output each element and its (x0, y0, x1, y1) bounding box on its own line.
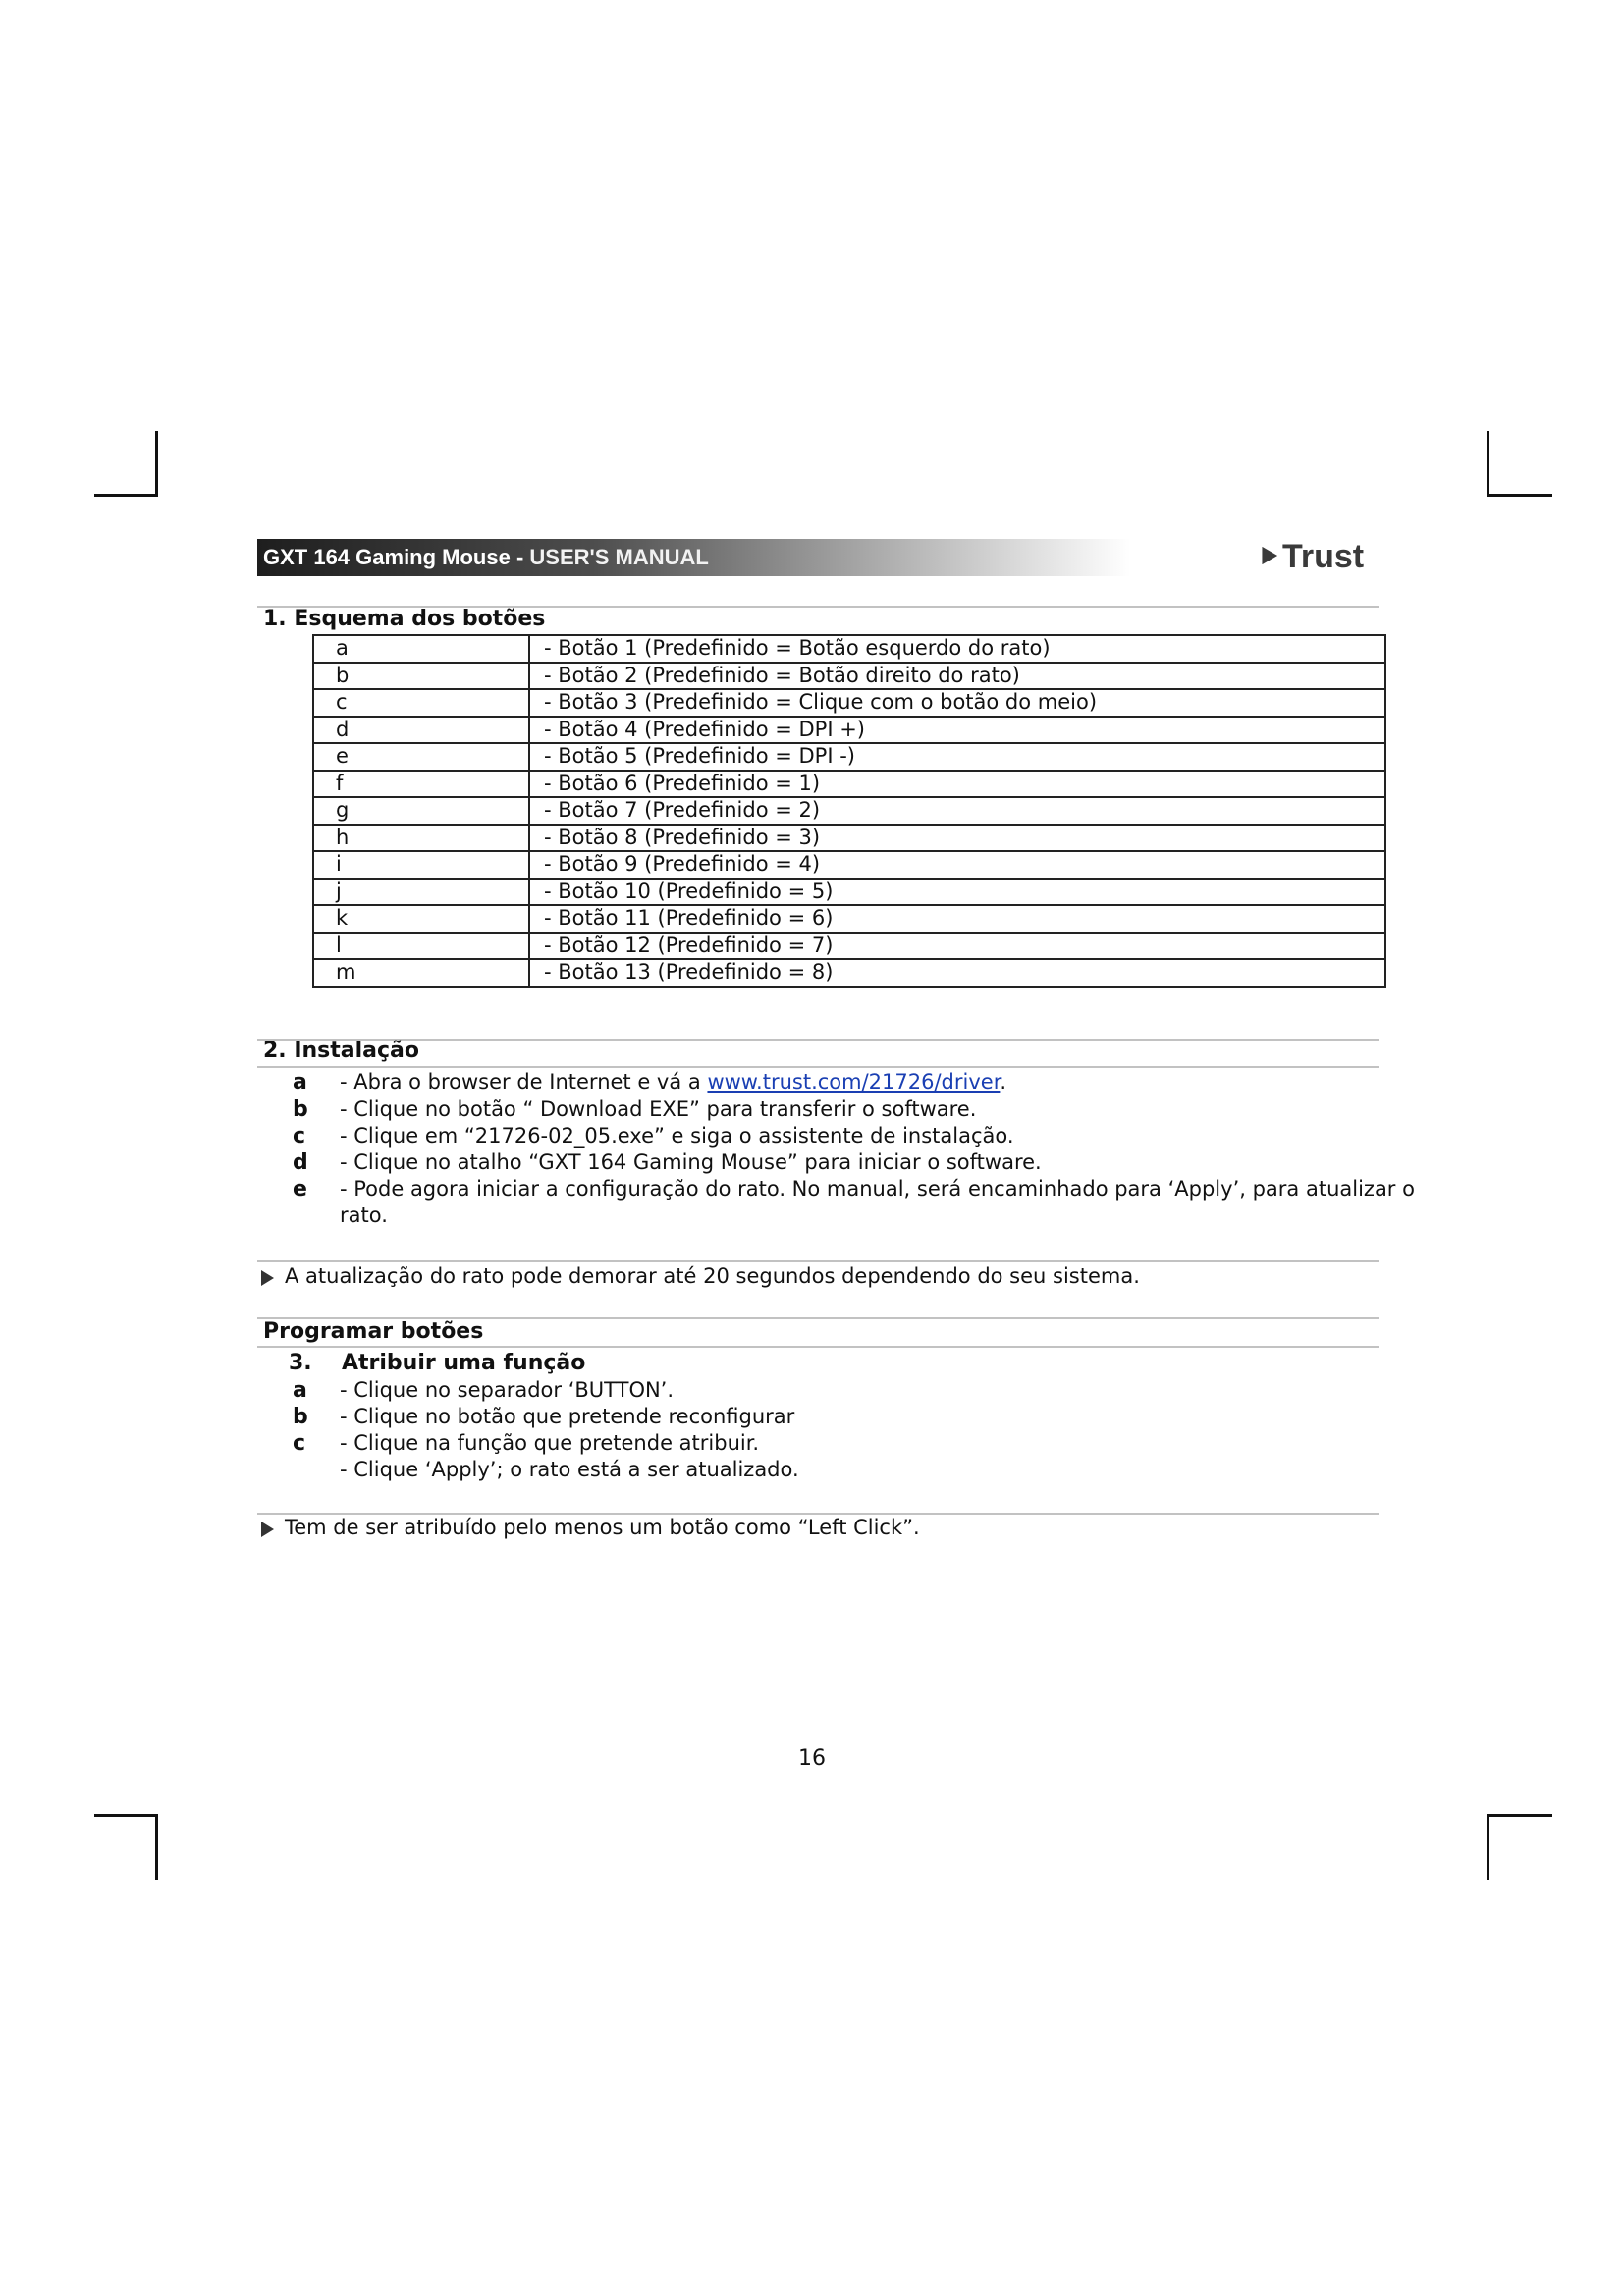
table-row (313, 635, 1385, 663)
step-text: - Abra o browser de Internet e vá a (340, 1070, 708, 1094)
table-row (313, 663, 1385, 690)
step-label: c (293, 1124, 306, 1148)
row-key: k (313, 905, 529, 933)
trust-logo-mark-icon: ⯈ (1257, 542, 1280, 574)
note-divider (257, 1260, 1379, 1262)
install-step-e-cont: rato. (340, 1203, 388, 1227)
trust-logo-text: Trust (1282, 538, 1365, 575)
install-step-c: - Clique em “21726-02_05.exe” e siga o assistente de instalação. (340, 1124, 1014, 1148)
table-row (313, 905, 1385, 933)
row-value: - Botão 1 (Predefinido = Botão esquerdo do rato) (529, 635, 1385, 663)
header-title: GXT 164 Gaming Mouse - (263, 545, 530, 569)
step-text-suffix: . (1000, 1070, 1007, 1094)
install-step-b: - Clique no botão “ Download EXE” para transferir o software. (340, 1097, 977, 1121)
table-row (313, 851, 1385, 879)
row-value: - Botão 7 (Predefinido = 2) (529, 797, 1385, 825)
step-label: a (293, 1070, 307, 1095)
row-key: b (313, 663, 529, 690)
crop-mark-top-left (94, 431, 158, 497)
row-key: l (313, 933, 529, 960)
row-key: f (313, 771, 529, 798)
row-value: - Botão 2 (Predefinido = Botão direito do rato) (529, 663, 1385, 690)
step-label: c (293, 1431, 306, 1456)
manual-header-banner (257, 539, 1377, 576)
row-key: c (313, 689, 529, 717)
table-row (313, 933, 1385, 960)
button-scheme-table (312, 634, 1386, 988)
table-row (313, 959, 1385, 987)
program-note: Tem de ser atribuído pelo menos um botão como “Left Click”. (285, 1516, 920, 1539)
row-value: - Botão 13 (Predefinido = 8) (529, 959, 1385, 987)
install-step-e: - Pode agora iniciar a configuração do rato. No manual, será encaminhado para ‘Apply’, para atualizar o (340, 1177, 1415, 1201)
step-label: d (293, 1150, 308, 1175)
row-value: - Botão 12 (Predefinido = 7) (529, 933, 1385, 960)
install-note: A atualização do rato pode demorar até 20 segundos dependendo do seu sistema. (285, 1264, 1140, 1288)
step-label: e (293, 1177, 307, 1201)
program-step-apply: - Clique ‘Apply’; o rato está a ser atualizado. (340, 1458, 799, 1481)
subheading-title: Atribuir uma função (342, 1351, 586, 1375)
table-row (313, 743, 1385, 771)
step-label: a (293, 1378, 307, 1403)
row-key: j (313, 879, 529, 906)
table-row (313, 771, 1385, 798)
row-key: i (313, 851, 529, 879)
table-row (313, 717, 1385, 744)
table-row (313, 797, 1385, 825)
row-key: a (313, 635, 529, 663)
row-value: - Botão 9 (Predefinido = 4) (529, 851, 1385, 879)
row-value: - Botão 10 (Predefinido = 5) (529, 879, 1385, 906)
row-key: g (313, 797, 529, 825)
row-key: h (313, 825, 529, 852)
row-value: - Botão 8 (Predefinido = 3) (529, 825, 1385, 852)
trust-logo (1257, 537, 1364, 576)
program-step-a: - Clique no separador ‘BUTTON’. (340, 1378, 675, 1402)
table-row (313, 689, 1385, 717)
section-divider (257, 1346, 1379, 1348)
section-divider (257, 1039, 1379, 1041)
note-arrow-icon (261, 1270, 274, 1286)
page-number: 16 (798, 1746, 826, 1771)
program-step-c: - Clique na função que pretende atribuir. (340, 1431, 760, 1455)
row-value: - Botão 5 (Predefinido = DPI -) (529, 743, 1385, 771)
crop-mark-bottom-right (1487, 1814, 1552, 1880)
row-value: - Botão 6 (Predefinido = 1) (529, 771, 1385, 798)
section-divider (257, 1066, 1379, 1068)
crop-mark-bottom-left (94, 1814, 158, 1880)
step-label: b (293, 1405, 308, 1429)
row-key: m (313, 959, 529, 987)
program-step-b: - Clique no botão que pretende reconfigurar (340, 1405, 795, 1428)
driver-download-link[interactable]: www.trust.com/21726/driver (707, 1070, 1001, 1094)
note-arrow-icon (261, 1522, 274, 1537)
row-value: - Botão 11 (Predefinido = 6) (529, 905, 1385, 933)
row-value: - Botão 4 (Predefinido = DPI +) (529, 717, 1385, 744)
section3-heading: Programar botões (263, 1319, 484, 1344)
install-step-d: - Clique no atalho “GXT 164 Gaming Mouse” para iniciar o software. (340, 1150, 1042, 1174)
section1-heading: 1. Esquema dos botões (263, 607, 546, 631)
row-value: - Botão 3 (Predefinido = Clique com o botão do meio) (529, 689, 1385, 717)
row-key: e (313, 743, 529, 771)
row-key: d (313, 717, 529, 744)
install-step-a (340, 1069, 1006, 1095)
subheading-number: 3. (289, 1351, 312, 1375)
crop-mark-top-right (1487, 431, 1552, 497)
table-row (313, 879, 1385, 906)
header-subtitle: USER'S MANUAL (529, 545, 709, 569)
step-label: b (293, 1097, 308, 1122)
section2-heading: 2. Instalação (263, 1039, 420, 1063)
table-row (313, 825, 1385, 852)
